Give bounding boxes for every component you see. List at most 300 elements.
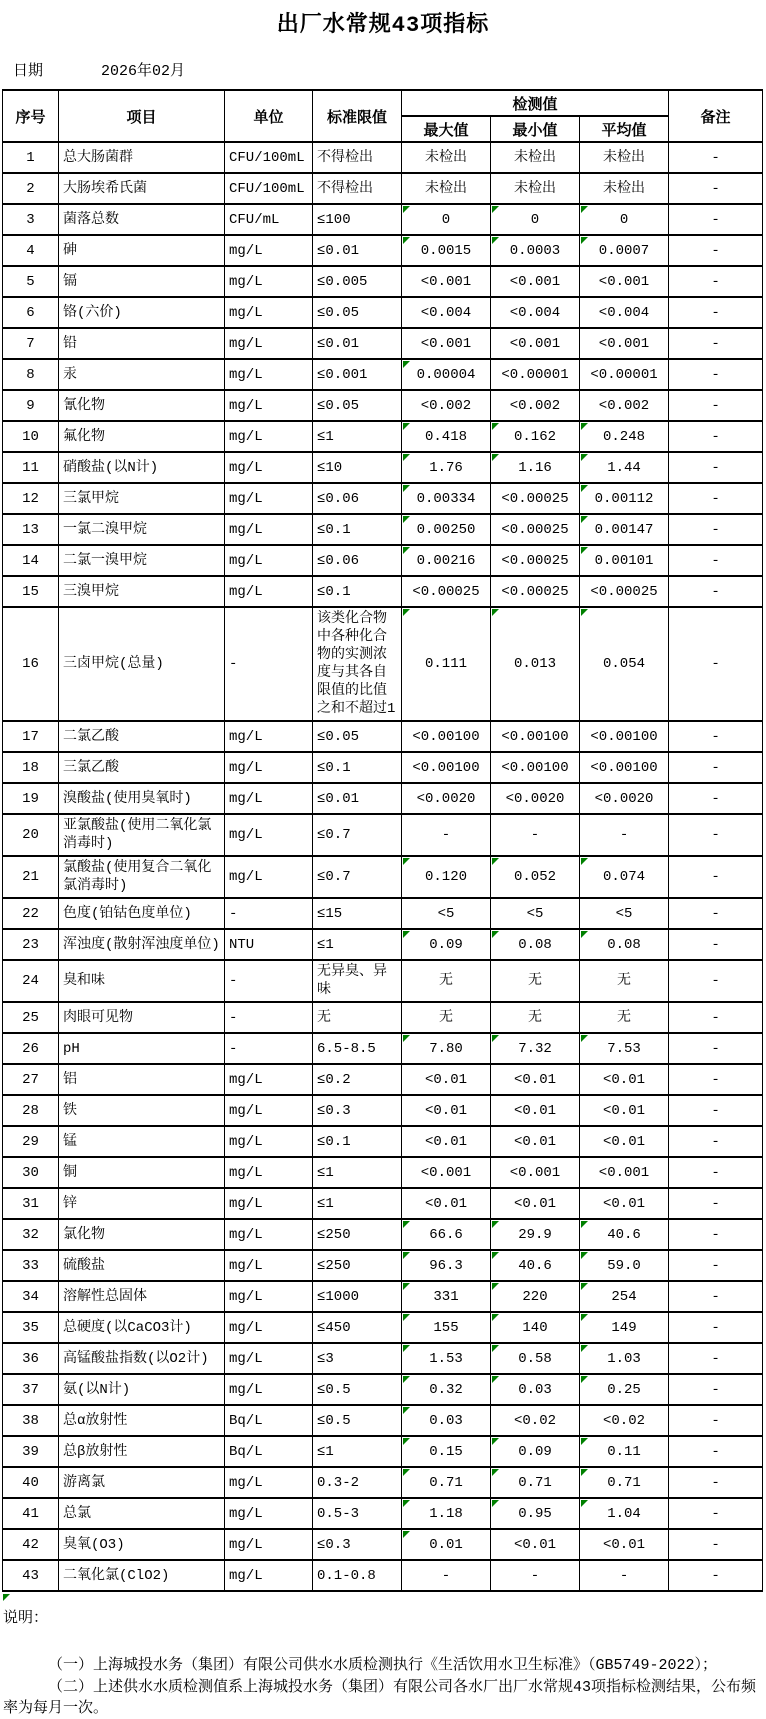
cell-flag-triangle-icon <box>492 1221 499 1228</box>
cell-avg: 7.53 <box>580 1033 669 1064</box>
cell-item: 氯酸盐(使用复合二氧化氯消毒时) <box>59 856 225 898</box>
cell-limit: ≤0.05 <box>313 721 402 752</box>
cell-avg: <0.01 <box>580 1126 669 1157</box>
cell-unit: NTU <box>225 929 313 960</box>
table-row <box>3 929 763 960</box>
notes-heading: 说明： <box>3 1610 49 1627</box>
cell-max: <0.001 <box>402 1157 491 1188</box>
col-header-min: 最小值 <box>491 116 580 142</box>
cell-limit: ≤1000 <box>313 1281 402 1312</box>
cell-avg: 0.25 <box>580 1374 669 1405</box>
cell-note: - <box>669 204 763 235</box>
table-row <box>3 1064 763 1095</box>
cell-avg: <5 <box>580 898 669 929</box>
table-row <box>3 1498 763 1529</box>
cell-item: 氯化物 <box>59 1219 225 1250</box>
cell-limit: ≤100 <box>313 204 402 235</box>
table-row <box>3 1281 763 1312</box>
cell-limit: ≤250 <box>313 1250 402 1281</box>
cell-note: - <box>669 1436 763 1467</box>
cell-unit: mg/L <box>225 545 313 576</box>
cell-limit: 无异臭、异味 <box>313 960 402 1002</box>
cell-limit: ≤0.01 <box>313 235 402 266</box>
cell-note: - <box>669 483 763 514</box>
cell-flag-triangle-icon <box>403 1407 410 1414</box>
cell-flag-triangle-icon <box>492 423 499 430</box>
cell-flag-triangle-icon <box>403 237 410 244</box>
cell-limit: ≤450 <box>313 1312 402 1343</box>
cell-note: - <box>669 514 763 545</box>
cell-note: - <box>669 359 763 390</box>
cell-min: 未检出 <box>491 173 580 204</box>
cell-max: 96.3 <box>402 1250 491 1281</box>
cell-avg: 1.44 <box>580 452 669 483</box>
cell-item: 菌落总数 <box>59 204 225 235</box>
cell-unit: mg/L <box>225 1498 313 1529</box>
cell-flag-triangle-icon <box>581 1500 588 1507</box>
cell-note: - <box>669 814 763 856</box>
cell-avg: <0.002 <box>580 390 669 421</box>
cell-unit: mg/L <box>225 1157 313 1188</box>
table-row <box>3 752 763 783</box>
cell-avg: <0.01 <box>580 1064 669 1095</box>
cell-flag-triangle-icon <box>403 1469 410 1476</box>
cell-limit: ≤10 <box>313 452 402 483</box>
cell-flag-triangle-icon <box>403 547 410 554</box>
indicators-table <box>2 89 763 1592</box>
table-row <box>3 297 763 328</box>
col-header-max: 最大值 <box>402 116 491 142</box>
cell-flag-triangle-icon <box>581 1252 588 1259</box>
cell-avg: <0.001 <box>580 1157 669 1188</box>
cell-note: - <box>669 452 763 483</box>
cell-unit: mg/L <box>225 390 313 421</box>
cell-no: 30 <box>3 1157 59 1188</box>
cell-no: 34 <box>3 1281 59 1312</box>
cell-unit: - <box>225 960 313 1002</box>
cell-max: 0.120 <box>402 856 491 898</box>
table-row <box>3 1033 763 1064</box>
cell-item: 二氯一溴甲烷 <box>59 545 225 576</box>
cell-min: 0.58 <box>491 1343 580 1374</box>
cell-flag-triangle-icon <box>492 237 499 244</box>
cell-limit: ≤0.2 <box>313 1064 402 1095</box>
table-row <box>3 1405 763 1436</box>
cell-min: <0.01 <box>491 1126 580 1157</box>
cell-max: 0.01 <box>402 1529 491 1560</box>
cell-flag-triangle-icon <box>403 516 410 523</box>
table-row <box>3 204 763 235</box>
cell-flag-triangle-icon <box>581 1469 588 1476</box>
table-row <box>3 452 763 483</box>
cell-min: 40.6 <box>491 1250 580 1281</box>
cell-note: - <box>669 173 763 204</box>
cell-avg: <0.001 <box>580 266 669 297</box>
cell-unit: mg/L <box>225 483 313 514</box>
cell-note: - <box>669 1560 763 1591</box>
cell-min: <0.002 <box>491 390 580 421</box>
cell-max: 0.00216 <box>402 545 491 576</box>
cell-item: 臭和味 <box>59 960 225 1002</box>
cell-min: <0.00025 <box>491 545 580 576</box>
table-row <box>3 1126 763 1157</box>
cell-min: <0.001 <box>491 266 580 297</box>
cell-flag-triangle-icon <box>492 1500 499 1507</box>
cell-limit: ≤0.7 <box>313 814 402 856</box>
cell-unit: mg/L <box>225 1529 313 1560</box>
cell-item: 总α放射性 <box>59 1405 225 1436</box>
cell-no: 18 <box>3 752 59 783</box>
cell-flag-triangle-icon <box>492 1376 499 1383</box>
cell-no: 21 <box>3 856 59 898</box>
table-row <box>3 1560 763 1591</box>
cell-unit: mg/L <box>225 783 313 814</box>
cell-no: 28 <box>3 1095 59 1126</box>
cell-avg: 未检出 <box>580 173 669 204</box>
cell-limit: ≤0.5 <box>313 1405 402 1436</box>
cell-unit: mg/L <box>225 721 313 752</box>
table-row <box>3 328 763 359</box>
cell-unit: mg/L <box>225 1188 313 1219</box>
cell-max: <0.01 <box>402 1126 491 1157</box>
cell-item: 亚氯酸盐(使用二氧化氯消毒时) <box>59 814 225 856</box>
cell-limit: 不得检出 <box>313 142 402 173</box>
cell-max: <0.00025 <box>402 576 491 607</box>
cell-note: - <box>669 235 763 266</box>
page-title: 出厂水常规43项指标 <box>276 13 490 38</box>
table-row <box>3 1188 763 1219</box>
cell-limit: ≤1 <box>313 1188 402 1219</box>
cell-no: 40 <box>3 1467 59 1498</box>
cell-avg: 无 <box>580 1002 669 1033</box>
cell-max: 1.53 <box>402 1343 491 1374</box>
cell-max: - <box>402 814 491 856</box>
cell-no: 39 <box>3 1436 59 1467</box>
cell-limit: ≤0.005 <box>313 266 402 297</box>
cell-min: 7.32 <box>491 1033 580 1064</box>
cell-min: 0.052 <box>491 856 580 898</box>
cell-max: 0.09 <box>402 929 491 960</box>
cell-max: 无 <box>402 1002 491 1033</box>
cell-item: 总大肠菌群 <box>59 142 225 173</box>
cell-note: - <box>669 390 763 421</box>
cell-flag-triangle-icon <box>492 931 499 938</box>
cell-min: 0.09 <box>491 1436 580 1467</box>
cell-max: - <box>402 1560 491 1591</box>
cell-limit: ≤0.5 <box>313 1374 402 1405</box>
cell-limit: ≤0.01 <box>313 328 402 359</box>
table-row <box>3 1250 763 1281</box>
cell-item: 大肠埃希氏菌 <box>59 173 225 204</box>
cell-avg: 无 <box>580 960 669 1002</box>
date-value: 2026年02月 <box>101 63 186 80</box>
cell-flag-triangle-icon <box>403 1500 410 1507</box>
table-row <box>3 1374 763 1405</box>
cell-min: <0.01 <box>491 1064 580 1095</box>
table-row <box>3 1436 763 1467</box>
cell-item: 铜 <box>59 1157 225 1188</box>
cell-avg: <0.01 <box>580 1529 669 1560</box>
cell-min: <0.00100 <box>491 721 580 752</box>
cell-item: 溶解性总固体 <box>59 1281 225 1312</box>
table-row <box>3 814 763 856</box>
cell-note: - <box>669 960 763 1002</box>
cell-flag-triangle-icon <box>581 547 588 554</box>
cell-limit: ≤0.01 <box>313 783 402 814</box>
cell-no: 24 <box>3 960 59 1002</box>
cell-max: <0.002 <box>402 390 491 421</box>
cell-note: - <box>669 545 763 576</box>
cell-avg: 0 <box>580 204 669 235</box>
cell-flag-triangle-icon <box>581 1345 588 1352</box>
cell-item: 游离氯 <box>59 1467 225 1498</box>
table-row <box>3 607 763 721</box>
cell-min: <0.00025 <box>491 514 580 545</box>
cell-item: 臭氧(O3) <box>59 1529 225 1560</box>
cell-min: <0.004 <box>491 297 580 328</box>
cell-unit: mg/L <box>225 1064 313 1095</box>
cell-item: 砷 <box>59 235 225 266</box>
cell-max: 未检出 <box>402 173 491 204</box>
notes-section <box>3 1608 763 1719</box>
cell-item: 肉眼可见物 <box>59 1002 225 1033</box>
cell-flag-triangle-icon <box>403 1376 410 1383</box>
cell-unit: mg/L <box>225 297 313 328</box>
cell-min: 无 <box>491 1002 580 1033</box>
cell-note: - <box>669 1095 763 1126</box>
cell-min: <0.00025 <box>491 483 580 514</box>
cell-avg: 0.71 <box>580 1467 669 1498</box>
table-row <box>3 1312 763 1343</box>
cell-item: 二氯乙酸 <box>59 721 225 752</box>
cell-note: - <box>669 1312 763 1343</box>
cell-min: 未检出 <box>491 142 580 173</box>
cell-note: - <box>669 1250 763 1281</box>
cell-flag-triangle-icon <box>403 1345 410 1352</box>
cell-no: 25 <box>3 1002 59 1033</box>
col-header-unit: 单位 <box>225 90 313 142</box>
cell-flag-triangle-icon <box>403 1252 410 1259</box>
cell-flag-triangle-icon <box>403 931 410 938</box>
cell-no: 23 <box>3 929 59 960</box>
cell-min: 0.71 <box>491 1467 580 1498</box>
cell-unit: mg/L <box>225 856 313 898</box>
cell-limit: ≤1 <box>313 1157 402 1188</box>
cell-min: 0 <box>491 204 580 235</box>
table-row <box>3 545 763 576</box>
table-row <box>3 960 763 1002</box>
cell-min: 0.162 <box>491 421 580 452</box>
cell-min: - <box>491 1560 580 1591</box>
cell-unit: - <box>225 1002 313 1033</box>
cell-item: 铝 <box>59 1064 225 1095</box>
cell-no: 22 <box>3 898 59 929</box>
cell-item: 浑浊度(散射浑浊度单位) <box>59 929 225 960</box>
cell-unit: mg/L <box>225 576 313 607</box>
col-header-avg: 平均值 <box>580 116 669 142</box>
cell-limit: 0.5-3 <box>313 1498 402 1529</box>
cell-unit: Bq/L <box>225 1436 313 1467</box>
cell-unit: mg/L <box>225 1126 313 1157</box>
cell-no: 36 <box>3 1343 59 1374</box>
cell-max: 0.418 <box>402 421 491 452</box>
cell-avg: - <box>580 814 669 856</box>
cell-item: 汞 <box>59 359 225 390</box>
cell-no: 17 <box>3 721 59 752</box>
cell-unit: CFU/100mL <box>225 173 313 204</box>
table-row <box>3 1467 763 1498</box>
cell-flag-triangle-icon <box>403 454 410 461</box>
cell-limit: ≤1 <box>313 421 402 452</box>
cell-flag-triangle-icon <box>403 858 410 865</box>
table-row <box>3 1002 763 1033</box>
table-row <box>3 721 763 752</box>
cell-flag-triangle-icon <box>492 454 499 461</box>
cell-flag-triangle-icon <box>581 237 588 244</box>
cell-avg: <0.01 <box>580 1095 669 1126</box>
cell-no: 29 <box>3 1126 59 1157</box>
cell-flag-triangle-icon <box>581 931 588 938</box>
cell-flag-triangle-icon <box>403 1035 410 1042</box>
cell-no: 26 <box>3 1033 59 1064</box>
table-row <box>3 1219 763 1250</box>
cell-min: <0.001 <box>491 1157 580 1188</box>
cell-flag-triangle-icon <box>403 609 410 616</box>
cell-flag-triangle-icon <box>581 516 588 523</box>
cell-max: 0.71 <box>402 1467 491 1498</box>
col-header-no: 序号 <box>3 90 59 142</box>
cell-note: - <box>669 421 763 452</box>
cell-no: 9 <box>3 390 59 421</box>
cell-item: 总硬度(以CaCO3计) <box>59 1312 225 1343</box>
cell-item: 铁 <box>59 1095 225 1126</box>
cell-flag-triangle-icon <box>581 858 588 865</box>
cell-min: <0.0020 <box>491 783 580 814</box>
cell-no: 14 <box>3 545 59 576</box>
table-row <box>3 856 763 898</box>
cell-item: 高锰酸盐指数(以O2计) <box>59 1343 225 1374</box>
cell-item: 色度(铂钴色度单位) <box>59 898 225 929</box>
cell-flag-triangle-icon <box>403 1221 410 1228</box>
cell-note: - <box>669 1033 763 1064</box>
cell-item: 氨(以N计) <box>59 1374 225 1405</box>
report-date-row <box>13 59 766 80</box>
cell-unit: mg/L <box>225 814 313 856</box>
cell-avg: 1.03 <box>580 1343 669 1374</box>
cell-no: 12 <box>3 483 59 514</box>
cell-unit: Bq/L <box>225 1405 313 1436</box>
cell-flag-triangle-icon <box>581 1035 588 1042</box>
cell-limit: ≤250 <box>313 1219 402 1250</box>
cell-avg: <0.02 <box>580 1405 669 1436</box>
cell-flag-triangle-icon <box>492 1314 499 1321</box>
cell-limit: ≤3 <box>313 1343 402 1374</box>
cell-flag-triangle-icon <box>492 858 499 865</box>
table-corner-flag-icon <box>3 1594 10 1601</box>
cell-no: 1 <box>3 142 59 173</box>
cell-limit: ≤0.06 <box>313 483 402 514</box>
cell-min: 29.9 <box>491 1219 580 1250</box>
cell-flag-triangle-icon <box>492 1345 499 1352</box>
cell-item: 溴酸盐(使用臭氧时) <box>59 783 225 814</box>
cell-avg: <0.00100 <box>580 721 669 752</box>
table-row <box>3 1343 763 1374</box>
cell-note: - <box>669 752 763 783</box>
cell-flag-triangle-icon <box>492 609 499 616</box>
cell-min: <0.00001 <box>491 359 580 390</box>
cell-max: 0.15 <box>402 1436 491 1467</box>
cell-avg: 149 <box>580 1312 669 1343</box>
cell-item: 硫酸盐 <box>59 1250 225 1281</box>
cell-max: <0.001 <box>402 266 491 297</box>
cell-no: 20 <box>3 814 59 856</box>
cell-no: 2 <box>3 173 59 204</box>
cell-max: 7.80 <box>402 1033 491 1064</box>
cell-flag-triangle-icon <box>403 1283 410 1290</box>
cell-max: 0.00004 <box>402 359 491 390</box>
cell-no: 11 <box>3 452 59 483</box>
cell-item: 氰化物 <box>59 390 225 421</box>
cell-item: 二氧化氯(ClO2) <box>59 1560 225 1591</box>
cell-no: 10 <box>3 421 59 452</box>
cell-max: 0.0015 <box>402 235 491 266</box>
cell-limit: ≤0.7 <box>313 856 402 898</box>
cell-unit: mg/L <box>225 1095 313 1126</box>
cell-limit: ≤0.06 <box>313 545 402 576</box>
cell-min: 0.013 <box>491 607 580 721</box>
cell-note: - <box>669 1374 763 1405</box>
cell-item: 锌 <box>59 1188 225 1219</box>
cell-avg: 0.11 <box>580 1436 669 1467</box>
cell-item: 总氯 <box>59 1498 225 1529</box>
cell-max: <0.00100 <box>402 721 491 752</box>
table-row <box>3 898 763 929</box>
cell-flag-triangle-icon <box>403 1531 410 1538</box>
cell-no: 8 <box>3 359 59 390</box>
cell-min: 0.95 <box>491 1498 580 1529</box>
col-header-note: 备注 <box>669 90 763 142</box>
cell-no: 5 <box>3 266 59 297</box>
cell-no: 37 <box>3 1374 59 1405</box>
cell-max: 155 <box>402 1312 491 1343</box>
cell-limit: ≤0.05 <box>313 390 402 421</box>
cell-no: 27 <box>3 1064 59 1095</box>
cell-min: <0.02 <box>491 1405 580 1436</box>
cell-min: 140 <box>491 1312 580 1343</box>
cell-avg: 0.08 <box>580 929 669 960</box>
cell-flag-triangle-icon <box>581 454 588 461</box>
cell-max: 无 <box>402 960 491 1002</box>
cell-note: - <box>669 1343 763 1374</box>
cell-unit: mg/L <box>225 359 313 390</box>
cell-no: 4 <box>3 235 59 266</box>
cell-flag-triangle-icon <box>581 1314 588 1321</box>
cell-note: - <box>669 1498 763 1529</box>
cell-avg: 0.0007 <box>580 235 669 266</box>
cell-max: 未检出 <box>402 142 491 173</box>
cell-flag-triangle-icon <box>403 206 410 213</box>
cell-min: 220 <box>491 1281 580 1312</box>
cell-flag-triangle-icon <box>403 423 410 430</box>
cell-unit: mg/L <box>225 452 313 483</box>
cell-max: 331 <box>402 1281 491 1312</box>
cell-note: - <box>669 266 763 297</box>
cell-max: 0.03 <box>402 1405 491 1436</box>
cell-note: - <box>669 1467 763 1498</box>
cell-note: - <box>669 1219 763 1250</box>
cell-no: 6 <box>3 297 59 328</box>
cell-no: 33 <box>3 1250 59 1281</box>
